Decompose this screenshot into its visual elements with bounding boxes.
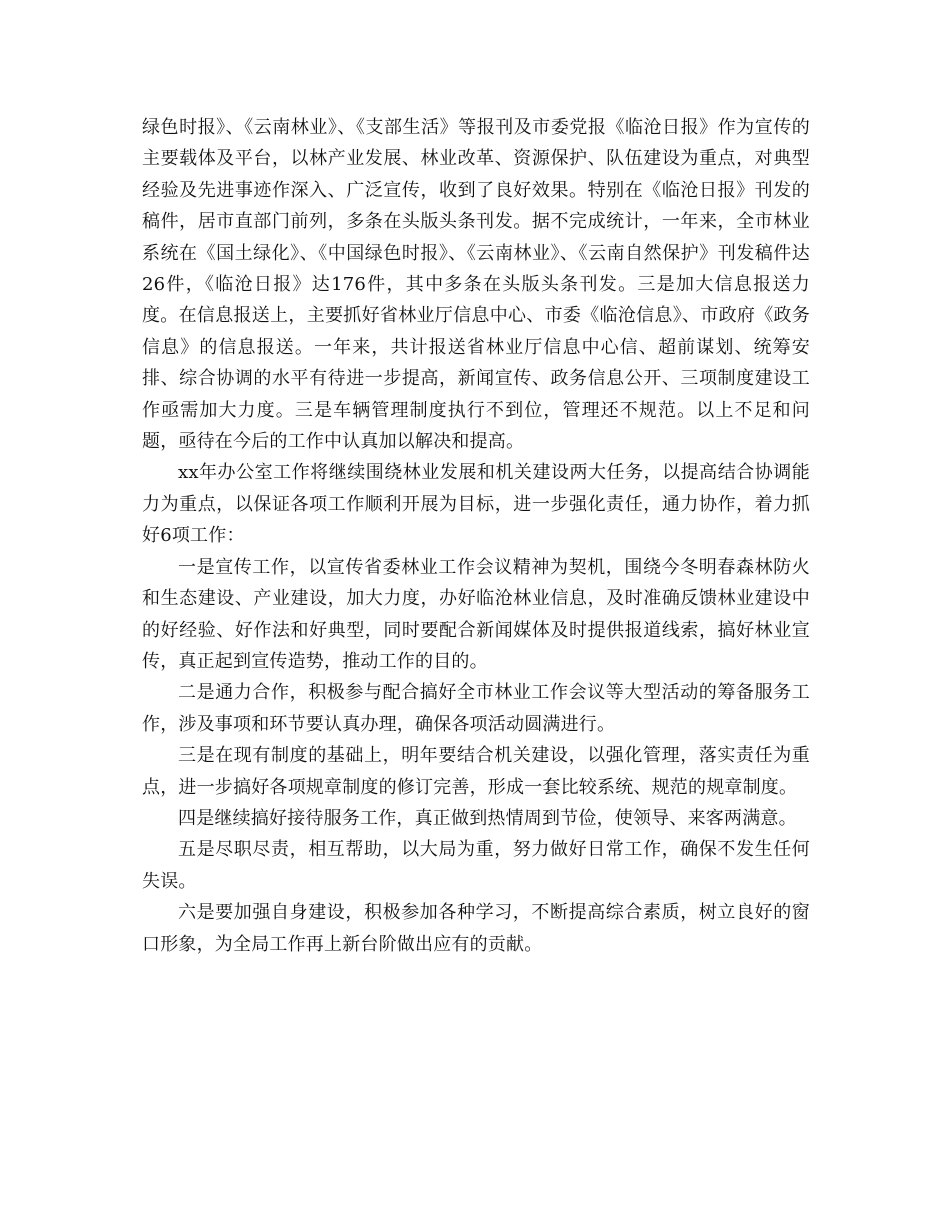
paragraph-4: 二是通力合作，积极参与配合搞好全市林业工作会议等大型活动的筹备服务工作，涉及事项和环节要认真办理，确保各项活动圆满进行。 (142, 682, 810, 735)
paragraph-8: 六是要加强自身建设，积极参加各种学习，不断提高综合素质，树立良好的窗口形象，为全局工作再上新台阶做出应有的贡献。 (142, 902, 810, 955)
document-page (142, 112, 810, 960)
paragraph-6: 四是继续搞好接待服务工作，真正做到热情周到节俭，使领导、来客两满意。 (178, 807, 797, 829)
paragraph-1: 绿色时报》、《云南林业》、《支部生活》等报刊及市委党报《临沧日报》作为宣传的主要载体及平台，以林产业发展、林业改革、资源保护、队伍建设为重点，对典型经验及先进事迹作深入、广泛宣传，收到了良好效果。特别在《临沧日报》刊发的稿件，居市直部门前列，多条在头版头条刊发。据不完成统计，一年来，全市林业系统在《国土绿化》、《中国绿色时报》、《云南林业》、《云南自然保护》刊发稿件达26件，《临沧日报》达176件，其中多条在头版头条刊发。三是加大信息报送力度。在信息报送上，主要抓好省林业厅信息中心、市委《临沧信息》、市政府《政务信息》的信息报送。一年来，共计报送省林业厅信息中心信、超前谋划、统筹安排、综合协调的水平有待进一步提高，新闻宣传、政务信息公开、三项制度建设工作亟需加大力度。三是车辆管理制度执行不到位，管理还不规范。以上不足和问题，亟待在今后的工作中认真加以解决和提高。 (142, 117, 810, 453)
paragraph-2: xx年办公室工作将继续围绕林业发展和机关建设两大任务，以提高结合协调能力为重点，以保证各项工作顺利开展为目标，进一步强化责任，通力协作，着力抓好6项工作： (142, 462, 810, 547)
paragraph-7: 五是尽职尽责，相互帮助，以大局为重，努力做好日常工作，确保不发生任何失误。 (142, 839, 810, 892)
paragraph-3: 一是宣传工作，以宣传省委林业工作会议精神为契机，围绕今冬明春森林防火和生态建设、产业建设，加大力度，办好临沧林业信息，及时准确反馈林业建设中的好经验、好作法和好典型，同时要配合新闻媒体及时提供报道线索，搞好林业宣传，真正起到宣传造势，推动工作的目的。 (142, 556, 810, 672)
paragraph-5: 三是在现有制度的基础上，明年要结合机关建设，以强化管理，落实责任为重点，进一步搞好各项规章制度的修订完善，形成一套比较系统、规范的规章制度。 (142, 745, 810, 798)
